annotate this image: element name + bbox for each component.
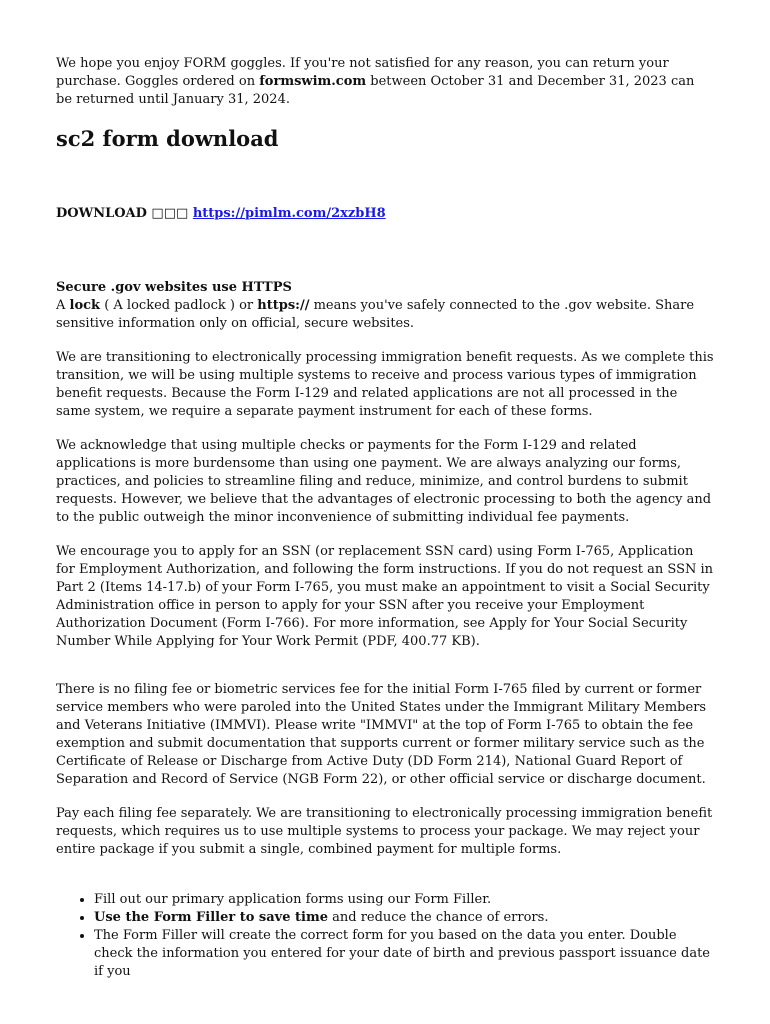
- page-title: sc2 form download: [56, 126, 279, 151]
- list-item: • Fill out our primary application forms using our Form Filler.: [94, 891, 714, 909]
- transition-paragraph: We are transitioning to electronically processing immigration benefit requests. As we complete this transition, we will be using multiple systems to receive and process various types of immigration benefit requests. Because the Form I-129 and related applications are not all processed in the same system, we require a separate payment instrument for each of these forms.: [56, 350, 714, 419]
- ssn-paragraph: We encourage you to apply for an SSN (or replacement SSN card) using Form I-765, Application for Employment Authorization, and following the form instructions. If you do not request an SSN in Part 2 (Items 14-17.b) of your Form I-765, you must make an appointment to visit a Social Security Administration office in person to apply for your SSN after you receive your Employment Authorization Document (Form I-766). For more information, see Apply for Your Social Security Number While Applying for Your Work Permit (PDF, 400.77 KB).: [56, 544, 714, 649]
- list-item-rest: and reduce the chance of errors.: [327, 910, 549, 925]
- intro-paragraph: [56, 55, 714, 109]
- download-label: DOWNLOAD □□□: [56, 206, 189, 221]
- secure-text-3: means you've safely connected to the .gov website. Share sensitive information only on official, secure websites.: [56, 298, 695, 331]
- download-link[interactable]: https://pimlm.com/2xzbH8: [192, 206, 386, 221]
- download-line: [56, 205, 714, 223]
- secure-paragraph: [56, 297, 714, 333]
- secure-https-word: https://: [257, 298, 310, 313]
- list-item: [94, 909, 714, 927]
- intro-text-1: We hope you enjoy FORM goggles. If you're not satisfied for any reason, you can return your purchase. Goggles ordered on: [56, 56, 669, 89]
- secure-text-2: ( A locked padlock ) or: [100, 298, 258, 313]
- secure-lock-word: lock: [69, 298, 101, 313]
- intro-site-name: formswim.com: [259, 74, 367, 89]
- pay-paragraph: Pay each filing fee separately. We are transitioning to electronically processing immigration benefit requests, which requires us to use multiple systems to process your package. We may reject your entire package if you submit a single, combined payment for multiple forms.: [56, 806, 713, 857]
- secure-text-1: A: [56, 298, 70, 313]
- acknowledge-paragraph: We acknowledge that using multiple checks or payments for the Form I-129 and related applications is more burdensome than using one payment. We are always analyzing our forms, practices, and policies to streamline filing and reduce, minimize, and control burdens to submit requests. However, we believe that the advantages of electronic processing to both the agency and to the public outweigh the minor inconvenience of submitting individual fee payments.: [56, 438, 712, 525]
- intro-text-2: between October 31 and December 31, 2023 can be returned until January 31, 2024.: [56, 74, 695, 107]
- immvi-paragraph: There is no filing fee or biometric services fee for the initial Form I-765 filed by current or former service members who were paroled into the United States under the Immigrant Military Members and Veterans Initiative (IMMVI). Please write "IMMVI" at the top of Form I-765 to obtain the fee exemption and submit documentation that supports current or former military service such as the Certificate of Release or Discharge from Active Duty (DD Form 214), National Guard Report of Separation and Record of Service (NGB Form 22), or other official service or discharge document.: [56, 682, 707, 787]
- list-item-bold: Use the Form Filler to save time: [94, 910, 328, 925]
- list-item: • The Form Filler will create the correct form for you based on the data you enter. Double check the information you entered for your date of birth and previous passport issuance date if you: [94, 927, 714, 981]
- secure-heading: Secure .gov websites use HTTPS: [56, 280, 292, 295]
- form-filler-list: [56, 891, 714, 981]
